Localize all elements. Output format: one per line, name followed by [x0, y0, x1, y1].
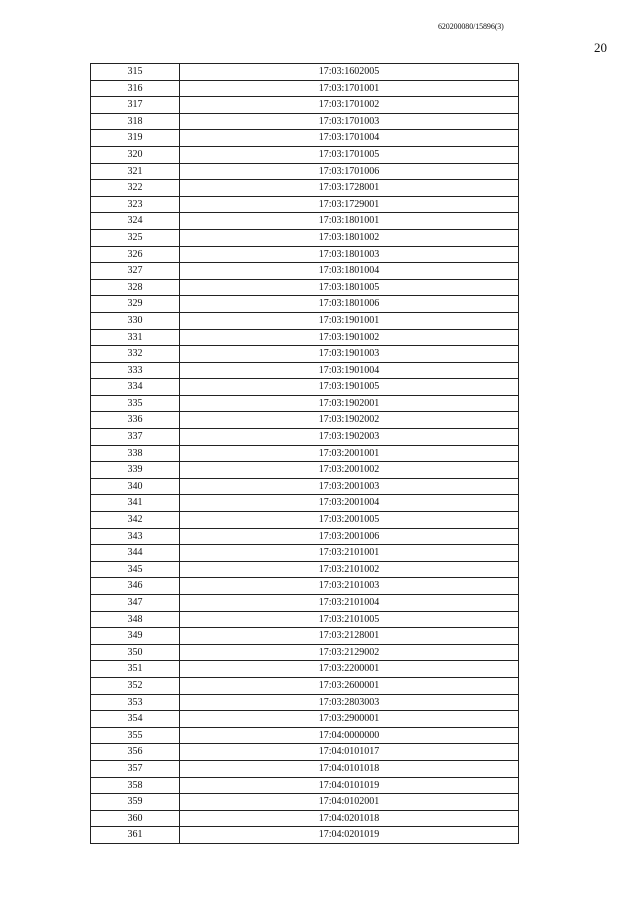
- table-row: [91, 296, 519, 313]
- cadastral-code: 17:04:0101017: [180, 744, 519, 761]
- table-row: [91, 694, 519, 711]
- row-number: 329: [91, 296, 180, 313]
- table-row: [91, 545, 519, 562]
- table-row: [91, 113, 519, 130]
- page-number: 20: [594, 40, 607, 55]
- cadastral-code: 17:04:0102001: [180, 794, 519, 811]
- cadastral-code: 17:03:1901002: [180, 329, 519, 346]
- row-number: 348: [91, 611, 180, 628]
- cadastral-code: 17:03:1801005: [180, 279, 519, 296]
- row-number: 359: [91, 794, 180, 811]
- cadastral-code: 17:03:2001001: [180, 445, 519, 462]
- row-number: 360: [91, 810, 180, 827]
- table-row: [91, 711, 519, 728]
- row-number: 357: [91, 760, 180, 777]
- row-number: 336: [91, 412, 180, 429]
- cadastral-code: 17:03:1701006: [180, 163, 519, 180]
- table-row: [91, 794, 519, 811]
- cadastral-code: 17:03:2001002: [180, 462, 519, 479]
- table-row: [91, 130, 519, 147]
- row-number: 346: [91, 578, 180, 595]
- row-number: 356: [91, 744, 180, 761]
- cadastral-code: 17:03:1902003: [180, 429, 519, 446]
- cadastral-table: [90, 63, 519, 844]
- row-number: 340: [91, 478, 180, 495]
- table-row: [91, 246, 519, 263]
- cadastral-code: 17:03:1801006: [180, 296, 519, 313]
- row-number: 351: [91, 661, 180, 678]
- cadastral-code: 17:03:1701001: [180, 80, 519, 97]
- cadastral-code: 17:03:1801003: [180, 246, 519, 263]
- table-row: [91, 495, 519, 512]
- cadastral-code: 17:04:0101019: [180, 777, 519, 794]
- table-row: [91, 595, 519, 612]
- table-row: [91, 777, 519, 794]
- row-number: 319: [91, 130, 180, 147]
- cadastral-code: 17:03:1901001: [180, 312, 519, 329]
- row-number: 335: [91, 395, 180, 412]
- document-id: 620200080/15896(3): [438, 22, 504, 31]
- cadastral-code: 17:03:1728001: [180, 180, 519, 197]
- cadastral-code: 17:04:0201019: [180, 827, 519, 844]
- row-number: 358: [91, 777, 180, 794]
- table-row: [91, 760, 519, 777]
- cadastral-code: 17:03:1902002: [180, 412, 519, 429]
- cadastral-code: 17:04:0101018: [180, 760, 519, 777]
- row-number: 323: [91, 196, 180, 213]
- row-number: 327: [91, 263, 180, 280]
- cadastral-code: 17:03:1901003: [180, 346, 519, 363]
- cadastral-code: 17:03:2900001: [180, 711, 519, 728]
- table-row: [91, 97, 519, 114]
- table-row: [91, 395, 519, 412]
- table-row: [91, 677, 519, 694]
- row-number: 318: [91, 113, 180, 130]
- table-row: [91, 213, 519, 230]
- table-row: [91, 727, 519, 744]
- cadastral-code: 17:03:2101004: [180, 595, 519, 612]
- cadastral-code: 17:03:2129002: [180, 644, 519, 661]
- cadastral-table-body: [91, 64, 519, 844]
- table-row: [91, 412, 519, 429]
- cadastral-code: 17:03:2200001: [180, 661, 519, 678]
- table-row: [91, 561, 519, 578]
- row-number: 317: [91, 97, 180, 114]
- table-row: [91, 196, 519, 213]
- table-row: [91, 462, 519, 479]
- table-row: [91, 146, 519, 163]
- cadastral-code: 17:03:2803003: [180, 694, 519, 711]
- row-number: 338: [91, 445, 180, 462]
- row-number: 350: [91, 644, 180, 661]
- row-number: 347: [91, 595, 180, 612]
- table-row: [91, 329, 519, 346]
- cadastral-code: 17:03:2101002: [180, 561, 519, 578]
- cadastral-code: 17:03:1729001: [180, 196, 519, 213]
- cadastral-code: 17:03:2001006: [180, 528, 519, 545]
- cadastral-code: 17:03:1801002: [180, 229, 519, 246]
- row-number: 330: [91, 312, 180, 329]
- row-number: 332: [91, 346, 180, 363]
- cadastral-code: 17:04:0201018: [180, 810, 519, 827]
- row-number: 328: [91, 279, 180, 296]
- table-row: [91, 628, 519, 645]
- table-row: [91, 279, 519, 296]
- cadastral-code: 17:03:2101001: [180, 545, 519, 562]
- row-number: 352: [91, 677, 180, 694]
- table-row: [91, 80, 519, 97]
- cadastral-code: 17:03:1801001: [180, 213, 519, 230]
- row-number: 316: [91, 80, 180, 97]
- cadastral-code: 17:03:2600001: [180, 677, 519, 694]
- table-row: [91, 163, 519, 180]
- row-number: 345: [91, 561, 180, 578]
- row-number: 342: [91, 512, 180, 529]
- table-row: [91, 445, 519, 462]
- row-number: 331: [91, 329, 180, 346]
- table-row: [91, 229, 519, 246]
- cadastral-code: 17:03:1901005: [180, 379, 519, 396]
- cadastral-code: 17:03:2101005: [180, 611, 519, 628]
- cadastral-code: 17:03:1901004: [180, 362, 519, 379]
- table-row: [91, 180, 519, 197]
- row-number: 333: [91, 362, 180, 379]
- table-row: [91, 644, 519, 661]
- cadastral-code: 17:03:1602005: [180, 64, 519, 81]
- row-number: 322: [91, 180, 180, 197]
- row-number: 344: [91, 545, 180, 562]
- table-row: [91, 64, 519, 81]
- row-number: 349: [91, 628, 180, 645]
- cadastral-code: 17:03:1701005: [180, 146, 519, 163]
- table-row: [91, 528, 519, 545]
- table-row: [91, 312, 519, 329]
- table-row: [91, 661, 519, 678]
- table-row: [91, 744, 519, 761]
- row-number: 353: [91, 694, 180, 711]
- cadastral-code: 17:03:1801004: [180, 263, 519, 280]
- row-number: 339: [91, 462, 180, 479]
- row-number: 320: [91, 146, 180, 163]
- table-row: [91, 346, 519, 363]
- row-number: 354: [91, 711, 180, 728]
- table-row: [91, 810, 519, 827]
- cadastral-code: 17:03:2128001: [180, 628, 519, 645]
- table-row: [91, 429, 519, 446]
- cadastral-code: 17:03:1701004: [180, 130, 519, 147]
- cadastral-code: 17:03:2001003: [180, 478, 519, 495]
- row-number: 355: [91, 727, 180, 744]
- cadastral-code: 17:03:1701002: [180, 97, 519, 114]
- table-row: [91, 263, 519, 280]
- row-number: 343: [91, 528, 180, 545]
- table-row: [91, 379, 519, 396]
- table-row: [91, 611, 519, 628]
- cadastral-code: 17:03:2001005: [180, 512, 519, 529]
- row-number: 341: [91, 495, 180, 512]
- table-row: [91, 827, 519, 844]
- row-number: 321: [91, 163, 180, 180]
- cadastral-code: 17:03:1701003: [180, 113, 519, 130]
- table-row: [91, 578, 519, 595]
- cadastral-code: 17:03:1902001: [180, 395, 519, 412]
- row-number: 315: [91, 64, 180, 81]
- row-number: 326: [91, 246, 180, 263]
- cadastral-code: 17:03:2001004: [180, 495, 519, 512]
- cadastral-code: 17:04:0000000: [180, 727, 519, 744]
- table-row: [91, 362, 519, 379]
- row-number: 337: [91, 429, 180, 446]
- cadastral-code: 17:03:2101003: [180, 578, 519, 595]
- row-number: 324: [91, 213, 180, 230]
- row-number: 361: [91, 827, 180, 844]
- row-number: 334: [91, 379, 180, 396]
- table-row: [91, 478, 519, 495]
- table-row: [91, 512, 519, 529]
- row-number: 325: [91, 229, 180, 246]
